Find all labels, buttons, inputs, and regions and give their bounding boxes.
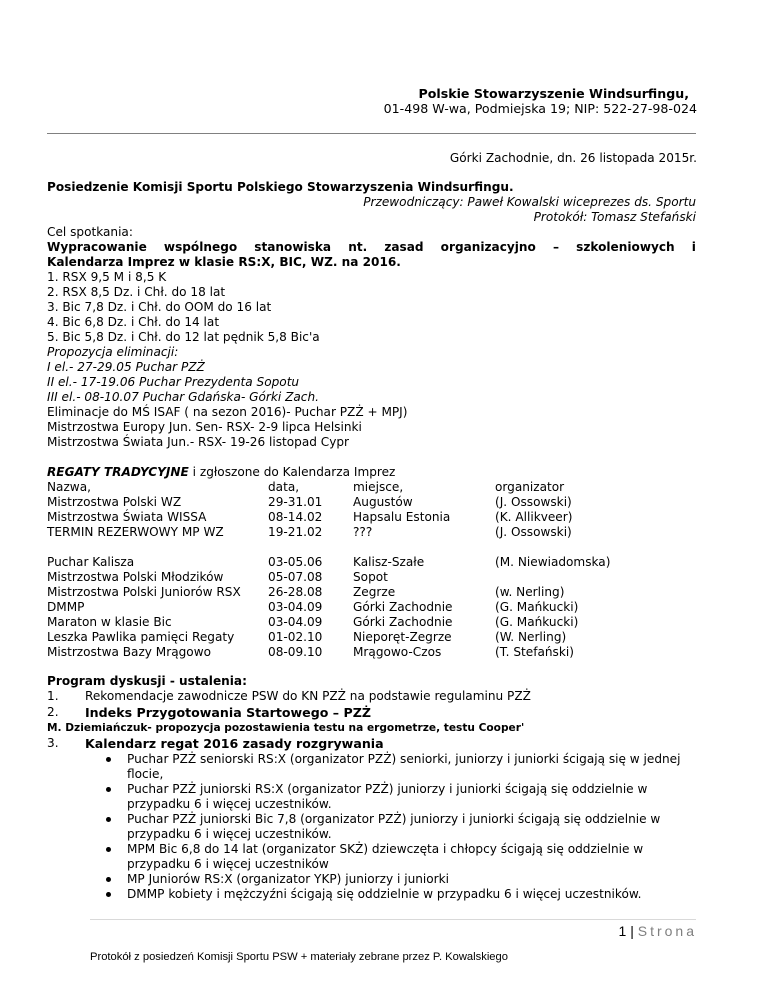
table-row xyxy=(47,600,696,615)
bullet-icon xyxy=(106,842,127,872)
table-row xyxy=(47,615,696,630)
list-item-text: Puchar PZŻ juniorski RS:X (organizator PZŻ) juniorzy i juniorki ścigają się oddzielnie w przypadku 6 i więcej uczestników. xyxy=(127,782,648,811)
event-item: Mistrzostwa Świata Jun.- RSX- 19-26 listopad Cypr xyxy=(47,435,350,449)
table-row xyxy=(47,555,696,570)
program-item xyxy=(47,736,696,752)
bullet-icon xyxy=(106,782,127,812)
table-row xyxy=(47,630,696,645)
table-cell: (T. Stefański) xyxy=(495,645,574,659)
bullet-icon xyxy=(106,887,127,902)
table-cell: Nieporęt-Zegrze xyxy=(353,630,452,644)
table-cell: DMMP xyxy=(47,600,85,614)
purpose-heading-word: – xyxy=(552,240,560,254)
list-item xyxy=(106,842,696,872)
table-row xyxy=(47,495,696,510)
table-cell: TERMIN REZERWOWY MP WZ xyxy=(47,525,224,539)
column-header: data, xyxy=(268,480,300,494)
item-text: Rekomendacje zawodnicze PSW do KN PZŻ na podstawie regulaminu PZŻ xyxy=(85,689,531,703)
purpose-heading-word: zasad xyxy=(384,240,424,254)
table-row xyxy=(47,525,696,540)
table-cell: Puchar Kalisza xyxy=(47,555,135,569)
list-item-text: MPM Bic 6,8 do 14 lat (organizator SKŻ) dziewczęta i chłopcy ścigają się oddzielnie w przypadku 6 i więcej uczestników xyxy=(127,842,644,871)
table-header-row xyxy=(47,480,696,495)
table-cell: (G. Mańkucki) xyxy=(495,615,579,629)
table-row xyxy=(47,510,696,525)
table-row xyxy=(47,645,696,660)
table-cell: 26-28.08 xyxy=(268,585,323,599)
table-cell: 08-09.10 xyxy=(268,645,323,659)
regatta-heading-rest: i zgłoszone do Kalendarza Imprez xyxy=(188,465,396,479)
bullet-icon xyxy=(106,872,127,887)
list-item-text: Puchar PZŻ juniorski Bic 7,8 (organizator PZŻ) juniorzy i juniorki ścigają się oddzielnie w przypadku 6 i więcej uczestników. xyxy=(127,812,661,841)
purpose-heading-word: nt. xyxy=(348,240,368,254)
meeting-minutes: Protokół: Tomasz Stefański xyxy=(533,210,696,224)
item-number: 2. xyxy=(47,705,59,719)
list-item xyxy=(106,752,696,782)
purpose-heading-word: szkoleniowych xyxy=(576,240,675,254)
event-item: Eliminacje do MŚ ISAF ( na sezon 2016)- Puchar PZŻ + MPJ) xyxy=(47,405,408,419)
event-item: Mistrzostwa Europy Jun. Sen- RSX- 2-9 lipca Helsinki xyxy=(47,420,362,434)
table-cell: (J. Ossowski) xyxy=(495,525,572,539)
table-cell: Kalisz-Szałe xyxy=(353,555,425,569)
list-item xyxy=(106,872,696,887)
column-header: miejsce, xyxy=(353,480,404,494)
elimination-label: Propozycja eliminacji: xyxy=(47,345,179,359)
page-number-separator: | xyxy=(626,923,638,939)
table-cell: 03-05.06 xyxy=(268,555,323,569)
list-item-text: DMMP kobiety i mężczyźni ścigają się oddzielnie w przypadku 6 i więcej uczestników. xyxy=(127,887,642,901)
table-cell: 05-07.08 xyxy=(268,570,323,584)
table-cell xyxy=(495,570,695,585)
table-cell: Mistrzostwa Polski WZ xyxy=(47,495,182,509)
table-cell: 19-21.02 xyxy=(268,525,323,539)
table-cell: 08-14.02 xyxy=(268,510,323,524)
table-cell: Górki Zachodnie xyxy=(353,615,453,629)
table-cell: Mrągowo-Czos xyxy=(353,645,442,659)
purpose-label: Cel spotkania: xyxy=(47,225,133,239)
footer-text: Protokół z posiedzeń Komisji Sportu PSW + materiały zebrane przez P. Kowalskiego xyxy=(90,951,508,963)
table-row xyxy=(47,585,696,600)
table-cell: Hapsalu Estonia xyxy=(353,510,451,524)
program-heading: Program dyskusji - ustalenia: xyxy=(47,674,247,688)
list-item-text: MP Juniorów RS:X (organizator YKP) juniorzy i juniorki xyxy=(127,872,449,886)
document-body xyxy=(47,180,696,902)
place-date: Górki Zachodnie, dn. 26 listopada 2015r. xyxy=(449,151,697,165)
purpose-heading-line2: Kalendarza Imprez w klasie RS:X, BIC, WZ. na 2016. xyxy=(47,255,401,269)
program-item xyxy=(47,689,696,705)
elimination-item: II el.- 17-19.06 Puchar Prezydenta Sopotu xyxy=(47,375,300,389)
bullet-icon xyxy=(106,752,127,782)
item-number: 3. xyxy=(47,736,59,750)
column-header: Nazwa, xyxy=(47,480,91,494)
class-item: 5. Bic 5,8 Dz. i Chł. do 12 lat pędnik 5,8 Bic'a xyxy=(47,330,320,344)
regatta-heading-bold: REGATY TRADYCYJNE xyxy=(47,465,189,479)
table-cell: Mistrzostwa Polski Młodzików xyxy=(47,570,224,584)
rules-list xyxy=(106,752,696,902)
item-number: 1. xyxy=(47,689,59,703)
organization-name: Polskie Stowarzyszenie Windsurfingu, xyxy=(418,86,689,101)
list-item xyxy=(106,782,696,812)
table-row xyxy=(47,570,696,585)
table-cell: Mistrzostwa Świata WISSA xyxy=(47,510,207,524)
item-text: Kalendarz regat 2016 zasady rozgrywania xyxy=(85,736,384,751)
list-item xyxy=(106,812,696,842)
class-item: 2. RSX 8,5 Dz. i Chł. do 18 lat xyxy=(47,285,226,299)
organization-address: 01-498 W-wa, Podmiejska 19; NIP: 522-27-98-024 xyxy=(383,101,697,116)
class-item: 3. Bic 7,8 Dz. i Chł. do OOM do 16 lat xyxy=(47,300,272,314)
table-cell: Leszka Pawlika pamięci Regaty xyxy=(47,630,235,644)
purpose-heading-word: wspólnego xyxy=(163,240,238,254)
table-cell: (W. Nerling) xyxy=(495,630,567,644)
table-cell: Zegrze xyxy=(353,585,396,599)
table-cell: (G. Mańkucki) xyxy=(495,600,579,614)
page-number-label: Strona xyxy=(637,923,697,939)
meeting-chair: Przewodniczący: Paweł Kowalski wiceprezes ds. Sportu xyxy=(363,195,696,209)
elimination-item: I el.- 27-29.05 Puchar PZŻ xyxy=(47,360,205,374)
class-item: 1. RSX 9,5 M i 8,5 K xyxy=(47,270,167,284)
table-cell: (K. Allikveer) xyxy=(495,510,573,524)
list-item xyxy=(106,887,696,902)
item-text: Indeks Przygotowania Startowego – PZŻ xyxy=(85,705,371,720)
table-cell: Augustów xyxy=(353,495,413,509)
program-note: M. Dziemiańczuk- propozycja pozostawienia testu na ergometrze, testu Cooper' xyxy=(47,722,525,734)
regatta-heading xyxy=(47,465,696,480)
class-item: 4. Bic 6,8 Dz. i Chł. do 14 lat xyxy=(47,315,220,329)
table-cell: ??? xyxy=(353,525,373,539)
elimination-item: III el.- 08-10.07 Puchar Gdańska- Górki Zach. xyxy=(47,390,319,404)
page-number xyxy=(619,924,697,939)
purpose-heading-word: Wypracowanie xyxy=(47,240,147,254)
footer-divider xyxy=(90,919,696,920)
purpose-heading-word: organizacyjno xyxy=(440,240,536,254)
list-item-text: Puchar PZŻ seniorski RS:X (organizator PZŻ) seniorki, juniorzy i juniorki ścigają się w jednej flocie, xyxy=(127,752,681,781)
regatta-table xyxy=(47,480,696,660)
table-cell: 01-02.10 xyxy=(268,630,323,644)
table-cell: Mistrzostwa Polski Juniorów RSX xyxy=(47,585,241,599)
table-cell: 03-04.09 xyxy=(268,615,323,629)
table-cell: (w. Nerling) xyxy=(495,585,565,599)
table-cell: 29-31.01 xyxy=(268,495,323,509)
table-cell: 03-04.09 xyxy=(268,600,323,614)
table-cell: Górki Zachodnie xyxy=(353,600,453,614)
bullet-icon xyxy=(106,812,127,842)
table-cell: Sopot xyxy=(353,570,388,584)
table-cell: (M. Niewiadomska) xyxy=(495,555,611,569)
purpose-heading xyxy=(47,240,696,255)
program-item xyxy=(47,705,696,721)
table-cell: (J. Ossowski) xyxy=(495,495,572,509)
meeting-title: Posiedzenie Komisji Sportu Polskiego Stowarzyszenia Windsurfingu. xyxy=(47,180,514,194)
header-divider xyxy=(47,133,696,134)
table-cell: Mistrzostwa Bazy Mrągowo xyxy=(47,645,211,659)
purpose-heading-word: i xyxy=(691,240,696,254)
column-header: organizator xyxy=(495,480,565,494)
page-number-value: 1 xyxy=(618,923,627,939)
purpose-heading-word: stanowiska xyxy=(254,240,332,254)
table-cell: Maraton w klasie Bic xyxy=(47,615,172,629)
